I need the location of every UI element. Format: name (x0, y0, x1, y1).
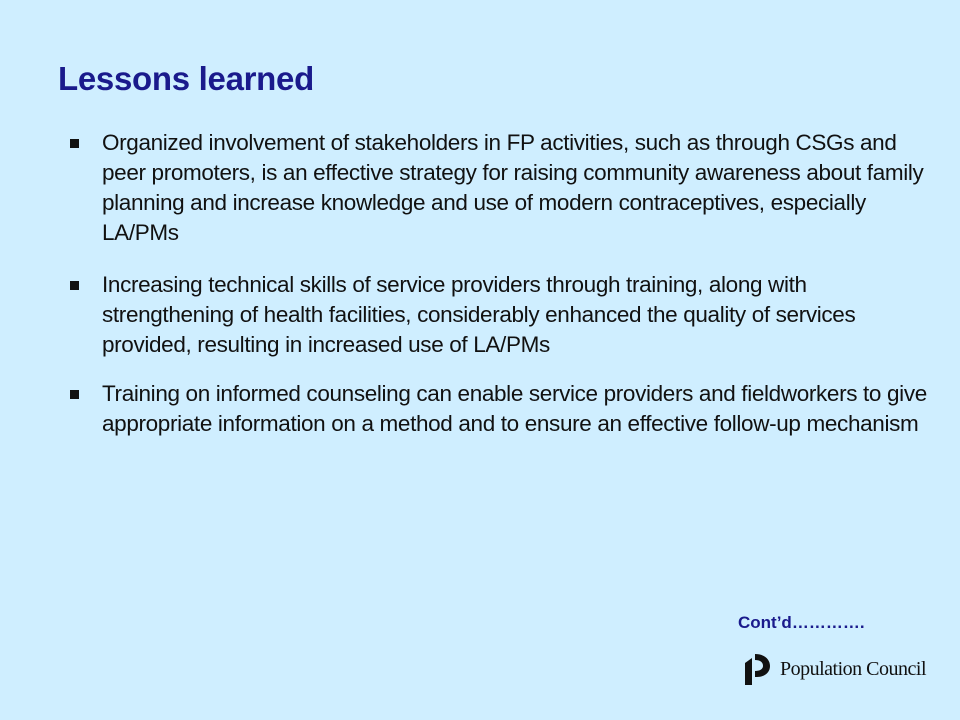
continued-label: Cont’d…………. (738, 613, 865, 632)
bullet-text: Training on informed counseling can enable service providers and fieldworkers to give appropriate information on a method and to ensure an effective follow-up mechanism (102, 381, 927, 436)
list-item (70, 128, 930, 248)
list-item (70, 270, 930, 360)
bullet-list (70, 128, 930, 461)
square-bullet-icon (70, 139, 79, 148)
list-item (70, 379, 930, 439)
population-council-logo-icon (742, 652, 772, 686)
bullet-text: Increasing technical skills of service providers through training, along with strengthening of health facilities, considerably enhanced the quality of services provided, resulting in increased use of LA/PMs (102, 272, 856, 357)
logo-text: Population Council (780, 657, 926, 680)
square-bullet-icon (70, 281, 79, 290)
population-council-logo (742, 652, 926, 686)
slide-title: Lessons learned (58, 60, 314, 97)
square-bullet-icon (70, 390, 79, 399)
bullet-text: Organized involvement of stakeholders in FP activities, such as through CSGs and peer promoters, is an effective strategy for raising community awareness about family planning and increase knowledge and use of modern contraceptives, especially LA/PMs (102, 130, 924, 245)
